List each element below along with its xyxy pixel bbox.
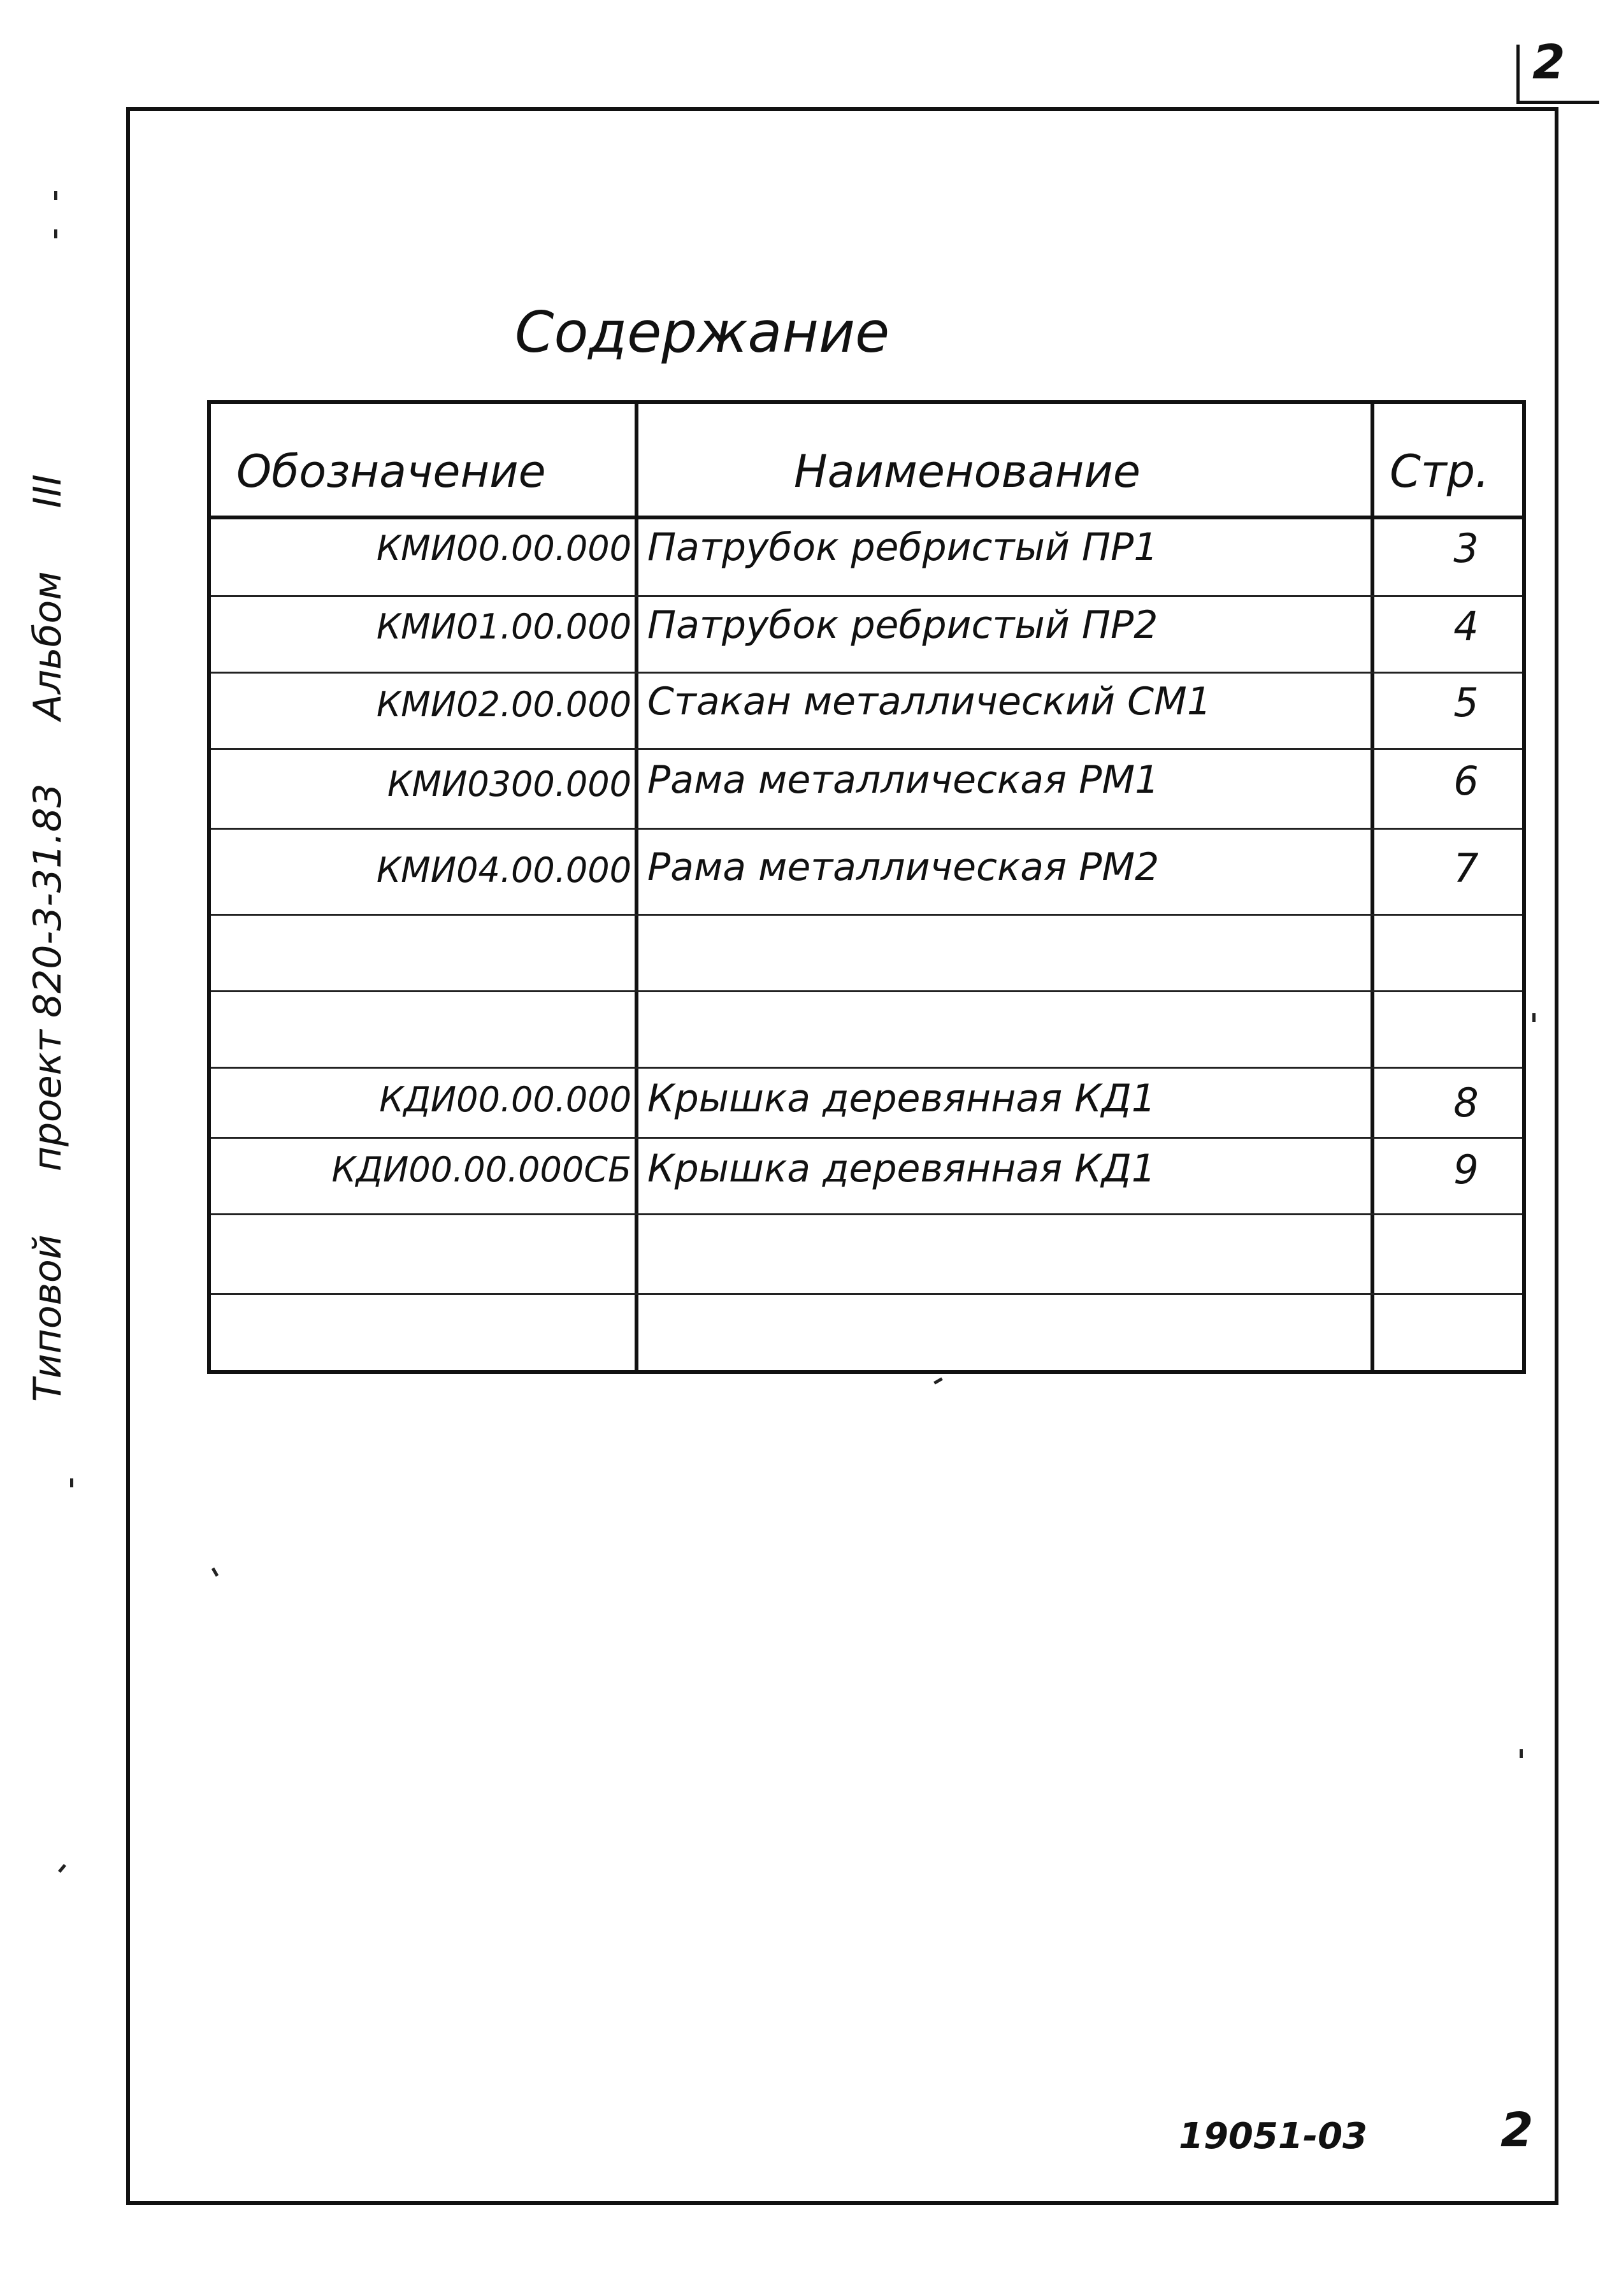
- row-divider: [211, 914, 1522, 916]
- scan-speck: [1532, 1013, 1536, 1022]
- sheet-number-bottom: 2: [1500, 2103, 1534, 2158]
- header-designation: Обозначение: [236, 445, 546, 498]
- scan-speck: [54, 229, 57, 238]
- row-name: Патрубок ребристый ПР1: [647, 525, 1158, 570]
- row-name: Рама металлическая РМ1: [647, 758, 1160, 802]
- sheet-number-top: 2: [1532, 35, 1565, 90]
- row-name: Рама металлическая РМ2: [647, 845, 1160, 890]
- sheet-number-divider: [1516, 45, 1520, 103]
- scan-speck: [54, 191, 57, 200]
- document-number: 19051-03: [1179, 2116, 1367, 2157]
- row-page: 7: [1453, 845, 1479, 892]
- side-label-typical: Типовой: [25, 1234, 70, 1402]
- header-name: Наименование: [794, 445, 1140, 498]
- side-label: [25, 370, 70, 1402]
- scan-speck: [58, 1864, 66, 1873]
- page-title: Содержание: [515, 300, 890, 365]
- row-designation: КДИ00.00.000: [379, 1079, 631, 1120]
- header-page: Стр.: [1390, 445, 1490, 498]
- row-designation: КМИ01.00.000: [376, 607, 631, 647]
- column-divider-2: [1371, 404, 1374, 1370]
- scan-speck: [1520, 1749, 1523, 1758]
- contents-table: [207, 400, 1526, 1374]
- row-divider: [211, 990, 1522, 992]
- row-divider: [211, 672, 1522, 674]
- row-divider: [211, 1067, 1522, 1069]
- row-name: Крышка деревянная КД1: [647, 1076, 1156, 1121]
- row-designation: КМИ00.00.000: [376, 528, 631, 568]
- row-page: 6: [1453, 758, 1479, 804]
- side-label-album: Альбом: [25, 571, 70, 721]
- row-page: 9: [1453, 1146, 1479, 1193]
- row-designation: КДИ00.00.000СБ: [331, 1150, 631, 1190]
- frame-top-extension: [1516, 101, 1599, 104]
- row-divider: [211, 1213, 1522, 1215]
- row-divider: [211, 1293, 1522, 1295]
- row-divider: [211, 748, 1522, 750]
- side-label-project: проект 820-3-31.83: [25, 783, 70, 1172]
- row-page: 5: [1453, 679, 1479, 726]
- row-page: 8: [1453, 1079, 1479, 1126]
- scan-speck: [70, 1478, 73, 1487]
- row-divider: [211, 1137, 1522, 1139]
- row-designation: КМИ02.00.000: [376, 684, 631, 725]
- row-designation: КМИ0300.000: [387, 764, 631, 804]
- row-designation: КМИ04.00.000: [376, 850, 631, 890]
- row-name: Крышка деревянная КД1: [647, 1146, 1156, 1191]
- header-divider: [211, 516, 1522, 519]
- row-divider: [211, 595, 1522, 597]
- row-name: Стакан металлический СМ1: [647, 679, 1211, 724]
- row-page: 3: [1453, 525, 1479, 572]
- side-label-album-number: III: [25, 474, 70, 509]
- row-page: 4: [1453, 603, 1479, 649]
- row-name: Патрубок ребристый ПР2: [647, 603, 1158, 647]
- column-divider-1: [635, 404, 638, 1370]
- row-divider: [211, 828, 1522, 830]
